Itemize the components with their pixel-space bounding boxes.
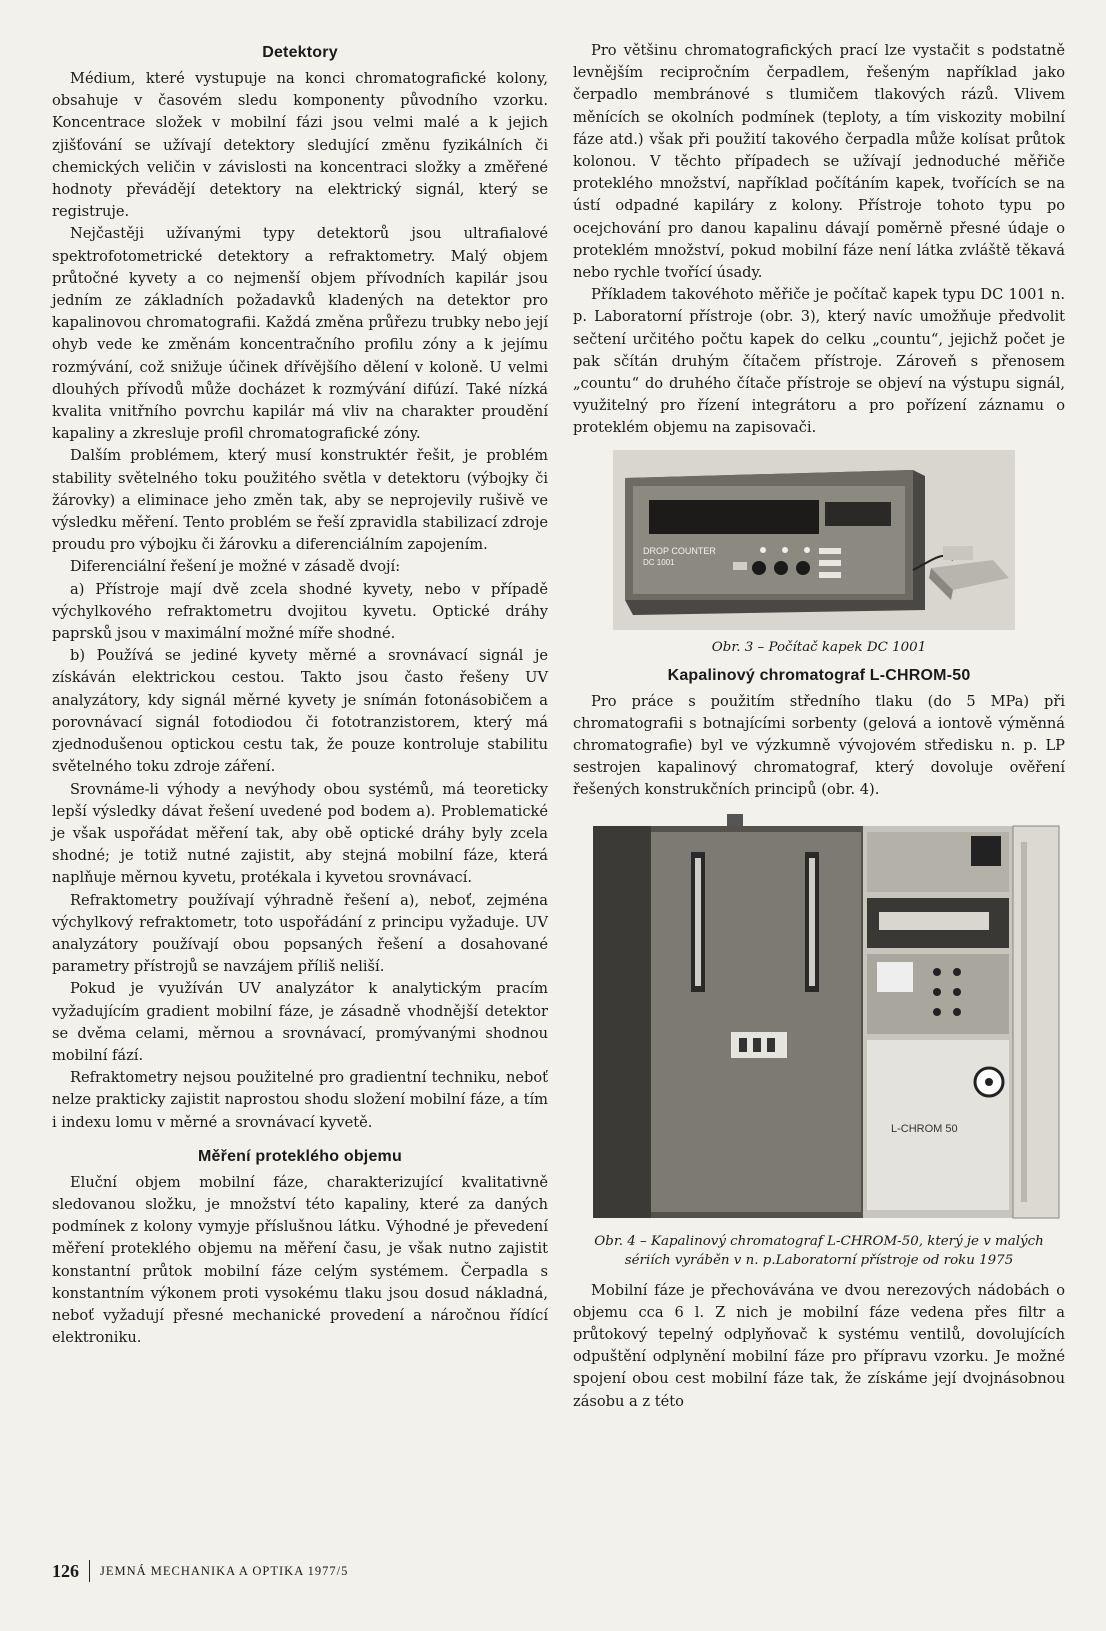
panel-label-drop-counter: DROP COUNTER [643,545,716,556]
page-number: 126 [52,1560,79,1581]
paragraph: Médium, které vystupuje na konci chromatografické kolony, obsahuje v časovém sledu komponenty původního vzorku. Koncentrace složek v mobilní fázi jsou velmi malé a k jejich zjišťování se užívají detektory sledující změnu fyzikálních či chemických veličin v závislosti na koncentraci složky a změřené hodnoty převádějí detektory na elektrický signál, který se registruje. [52,70,548,221]
figure-4-caption: Obr. 4 – Kapalinový chromatograf L-CHROM-50, který je v malých sériích vyráběn v n. p.Laboratorní přístroje od roku 1975 [594,1233,1044,1268]
heading-volume-measurement: Měření proteklého objemu [198,1147,402,1165]
paragraph: b) Používá se jediné kyvety měrné a srovnávací signál je získáván elektrickou cestou. Takto jsou často řešeny UV analyzátory, kdy signál měrné kyvety je snímán fotonásobičem a porovnávací signál fotodiodou či fototranzistorem, který má zjednodušenou optickou cestu tak, že pouze kontroluje stabilitu světelného toku zdroje záření. [52,647,548,776]
panel-label-dc1001: DC 1001 [643,557,675,567]
paragraph: Refraktometry používají výhradně řešení a), neboť, zejména výchylkový refraktometr, toto uspořádání z principu vyžaduje. UV analyzátory používají obou popsaných řešení a dosahované parametry přístrojů se navzájem příliš neliší. [52,891,548,976]
figure-3-caption: Obr. 3 – Počítač kapek DC 1001 [711,639,927,655]
paragraph: Srovnáme-li výhody a nevýhody obou systémů, má teoreticky lepší výsledky dávat řešení uvedené pod bodem a). Problematické je však uspořádat měření tak, aby obě optické dráhy byly zcela shodné; je totiž nutné zajistit, aby stejná mobilní fáze, která naplňuje měrnou kyvetu, protékala i kyvetou srovnávací. [52,780,548,887]
paragraph: Refraktometry nejsou použitelné pro gradientní techniku, neboť nelze prakticky zajistit naprostou shodu složení mobilní fáze, a tím i indexu lomu v měrné a srovnávací kyvetě. [52,1069,548,1131]
figure-3-drop-counter-photo [613,450,1015,630]
paragraph: Nejčastěji užívanými typy detektorů jsou ultrafialové spektrofotometrické detektory a refraktometry. Malý objem průtočné kyvety a co nejmenší objem přívodních kapilár jsou jedním ze základních požadavků kladených na detektor pro kapalinovou chromatografii. Každá změna průřezu trubky nebo její ohyb vede ke změnám koncentračního profilu zóny a k jejímu rozmývání, což snižuje účinek dřívějšího dělení v koloně. U velmi dlouhých přívodů může docházet k rozmývání difúzí. Také nízká kvalita vnitřního povrchu kapilár má vliv na charakter proudění kapaliny a zkresluje profil chromatografické zóny. [52,225,548,443]
paragraph: a) Přístroje mají dvě zcela shodné kyvety, nebo v případě výchylkového refraktometru dvojitou kyvetu. Optické dráhy paprsků jsou v maximální možné míře shodné. [52,580,548,643]
panel-label-l-chrom-50: L-CHROM 50 [891,1122,958,1135]
chromatograph-illustration [591,812,1063,1224]
paragraph: Příkladem takovéhoto měřiče je počítač kapek typu DC 1001 n. p. Laboratorní přístroje (obr. 3), který navíc umožňuje předvolit sečtení určitého počtu kapek do celku „countu“, jejichž počet je pak sčítán druhým čítačem přístroje. Zároveň s přenosem „countu“ do druhého čítače přístroje se objeví na výstupu signál, využitelný pro řízení integrátoru a pro pořízení záznamu o proteklém objemu na zapisovači. [573,286,1065,437]
heading-detectors: Detektory [262,44,338,61]
paragraph: Mobilní fáze je přechovávána ve dvou nerezových nádobách o objemu cca 6 l. Z nich je mobilní fáze vedena přes filtr a průtokový tepelný odplyňovač k systému ventilů, dovolujících odpuštění odplynění mobilní fáze pro přípravu vzorku. Je možné spojení obou cest mobilní fáze tak, že získáme její dvojnásobnou zásobu a z této [573,1281,1065,1410]
paragraph: Diferenciální řešení je možné v zásadě dvojí: [70,558,401,576]
drop-counter-illustration [613,450,1015,630]
right-column [573,40,1065,1413]
journal-title: JEMNÁ MECHANIKA A OPTIKA 1977/5 [100,1563,349,1578]
paragraph: Pro většinu chromatografických prací lze vystačit s podstatně levnějším recipročním čerpadlem, řešeným například jako čerpadlo membránové s tlumičem tlakových rázů. Vlivem měnících se okolních podmínek (teploty, a tím viskozity mobilní fáze atd.) však při použití takového čerpadla může kolísat průtok kolonou. V těchto případech se užívají jednoduché měřiče proteklého množství, například počítáním kapek, tvořících se na ústí odpadné kapiláry z kolony. Přístroje tohoto typu po ocejchování pro danou kapalinu dávají poměrně přesné údaje o proteklém množství, pokud mobilní fáze není látka zvláště těkavá nebo rychle tvořící úsady. [573,42,1065,282]
paragraph: Pro práce s použitím středního tlaku (do 5 MPa) při chromatografii s botnajícími sorbenty (gelová a iontově výměnná chromatografie) byl ve výzkumně vývojovém středisku n. p. LP sestrojen kapalinový chromatograf, který dovoluje ověření řešených konstrukčních principů (obr. 4). [573,692,1065,799]
paragraph: Eluční objem mobilní fáze, charakterizující kvalitativně sledovanou složku, je množství této kapaliny, které za daných podmínek z kolony vymyje příslušnou látku. Výhodné je převedení měření proteklého objemu na měření času, je však nutno zajistit konstantní průtok mobilní fáze celým systémem. Čerpadla s konstantním výkonem proti vysokému tlaku jsou dosud nákladná, neboť vyžadují přesné mechanické provedení a náročnou řídící elektroniku. [52,1173,548,1347]
figure-4-chromatograph-photo [591,812,1063,1224]
page-footer [52,1560,348,1582]
paragraph: Pokud je využíván UV analyzátor k analytickým pracím vyžadujícím gradient mobilní fáze, je zásadně vhodnější detektor se dvěma celami, měrnou a srovnávací, promývanými shodnou mobilní fází. [52,980,548,1064]
heading-l-chrom-50: Kapalinový chromatograf L-CHROM-50 [667,666,971,684]
footer-divider [89,1560,90,1582]
paragraph: Dalším problémem, který musí konstruktér řešit, je problém stability světelného toku použitého světla v detektoru (výbojky či žárovky) a eliminace jeho změn tak, aby se neprojevily rušivě ve výsledku měření. Tento problém se řeší zpravidla stabilizací zdroje proudu pro výbojku či žárovku a diferenciálním zapojením. [52,447,548,554]
left-column [52,40,548,1349]
